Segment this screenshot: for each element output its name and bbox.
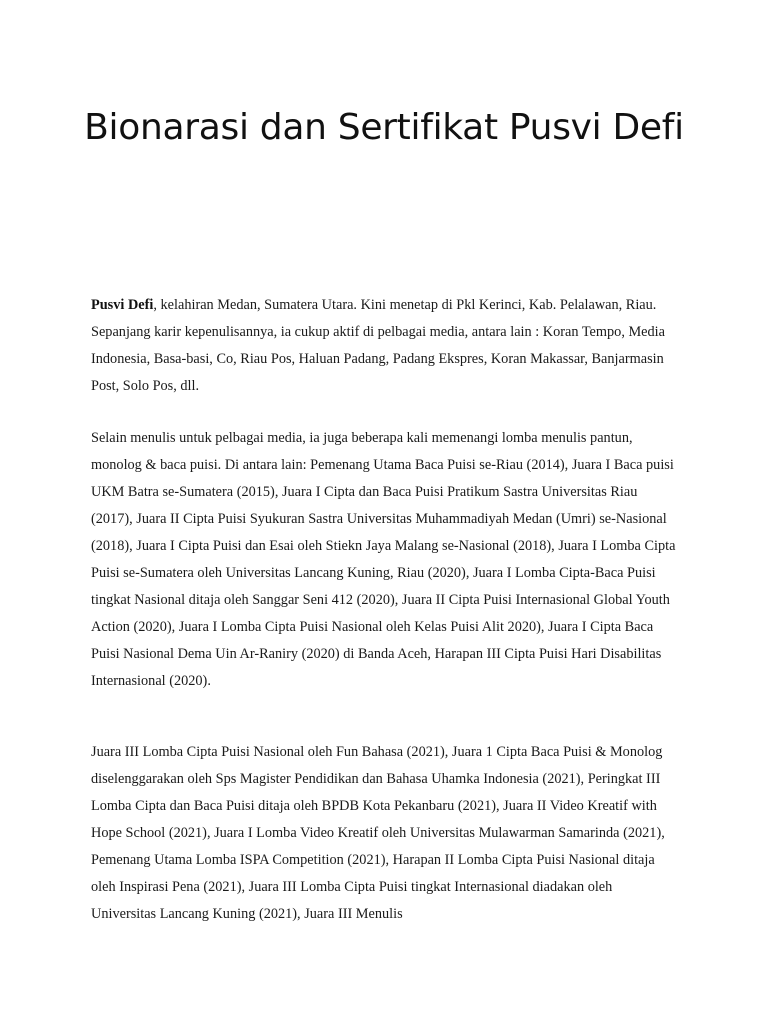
paragraph-bio-text: , kelahiran Medan, Sumatera Utara. Kini menetap di Pkl Kerinci, Kab. Pelalawan, Riau. Sepanjang karir kepenulisannya, ia cukup aktif di pelbagai media, antara lain : Koran Tempo, Media Indonesia, Basa-basi, Co, Riau Pos, Haluan Padang, Padang Ekspres, Koran Makassar, Banjarmasin Post, Solo Pos, dll. bbox=[91, 297, 665, 394]
document-title: Bionarasi dan Sertifikat Pusvi Defi bbox=[84, 107, 684, 148]
author-name: Pusvi Defi bbox=[91, 297, 154, 313]
paragraph-bio bbox=[91, 292, 679, 400]
paragraph-awards-2021: Juara III Lomba Cipta Puisi Nasional oleh Fun Bahasa (2021), Juara 1 Cipta Baca Puisi & Monolog diselenggarakan oleh Sps Magister Pendidikan dan Bahasa Uhamka Indonesia (2021), Peringkat III Lomba Cipta dan Baca Puisi ditaja oleh BPDB Kota Pekanbaru (2021), Juara II Video Kreatif with Hope School (2021), Juara I Lomba Video Kreatif oleh Universitas Mulawarman Samarinda (2021), Pemenang Utama Lomba ISPA Competition (2021), Harapan II Lomba Cipta Puisi Nasional ditaja oleh Inspirasi Pena (2021), Juara III Lomba Cipta Puisi tingkat Internasional diadakan oleh Universitas Lancang Kuning (2021), Juara III Menulis bbox=[91, 744, 665, 922]
paragraph-awards-2014-2020: Selain menulis untuk pelbagai media, ia juga beberapa kali memenangi lomba menulis pantun, monolog & baca puisi. Di antara lain: Pemenang Utama Baca Puisi se-Riau (2014), Juara I Baca puisi UKM Batra se-Sumatera (2015), Juara I Cipta dan Baca Puisi Pratikum Sastra Universitas Riau (2017), Juara II Cipta Puisi Syukuran Sastra Universitas Muhammadiyah Medan (Umri) se-Nasional (2018), Juara I Cipta Puisi dan Esai oleh Stiekn Jaya Malang se-Nasional (2018), Juara I Lomba Cipta Puisi se-Sumatera oleh Universitas Lancang Kuning, Riau (2020), Juara I Lomba Cipta-Baca Puisi tingkat Nasional ditaja oleh Sanggar Seni 412 (2020), Juara II Cipta Puisi Internasional Global Youth Action (2020), Juara I Lomba Cipta Puisi Nasional oleh Kelas Puisi Alit 2020), Juara I Cipta Baca Puisi Nasional Dema Uin Ar-Raniry (2020) di Banda Aceh, Harapan III Cipta Puisi Hari Disabilitas Internasional (2020). bbox=[91, 430, 676, 689]
